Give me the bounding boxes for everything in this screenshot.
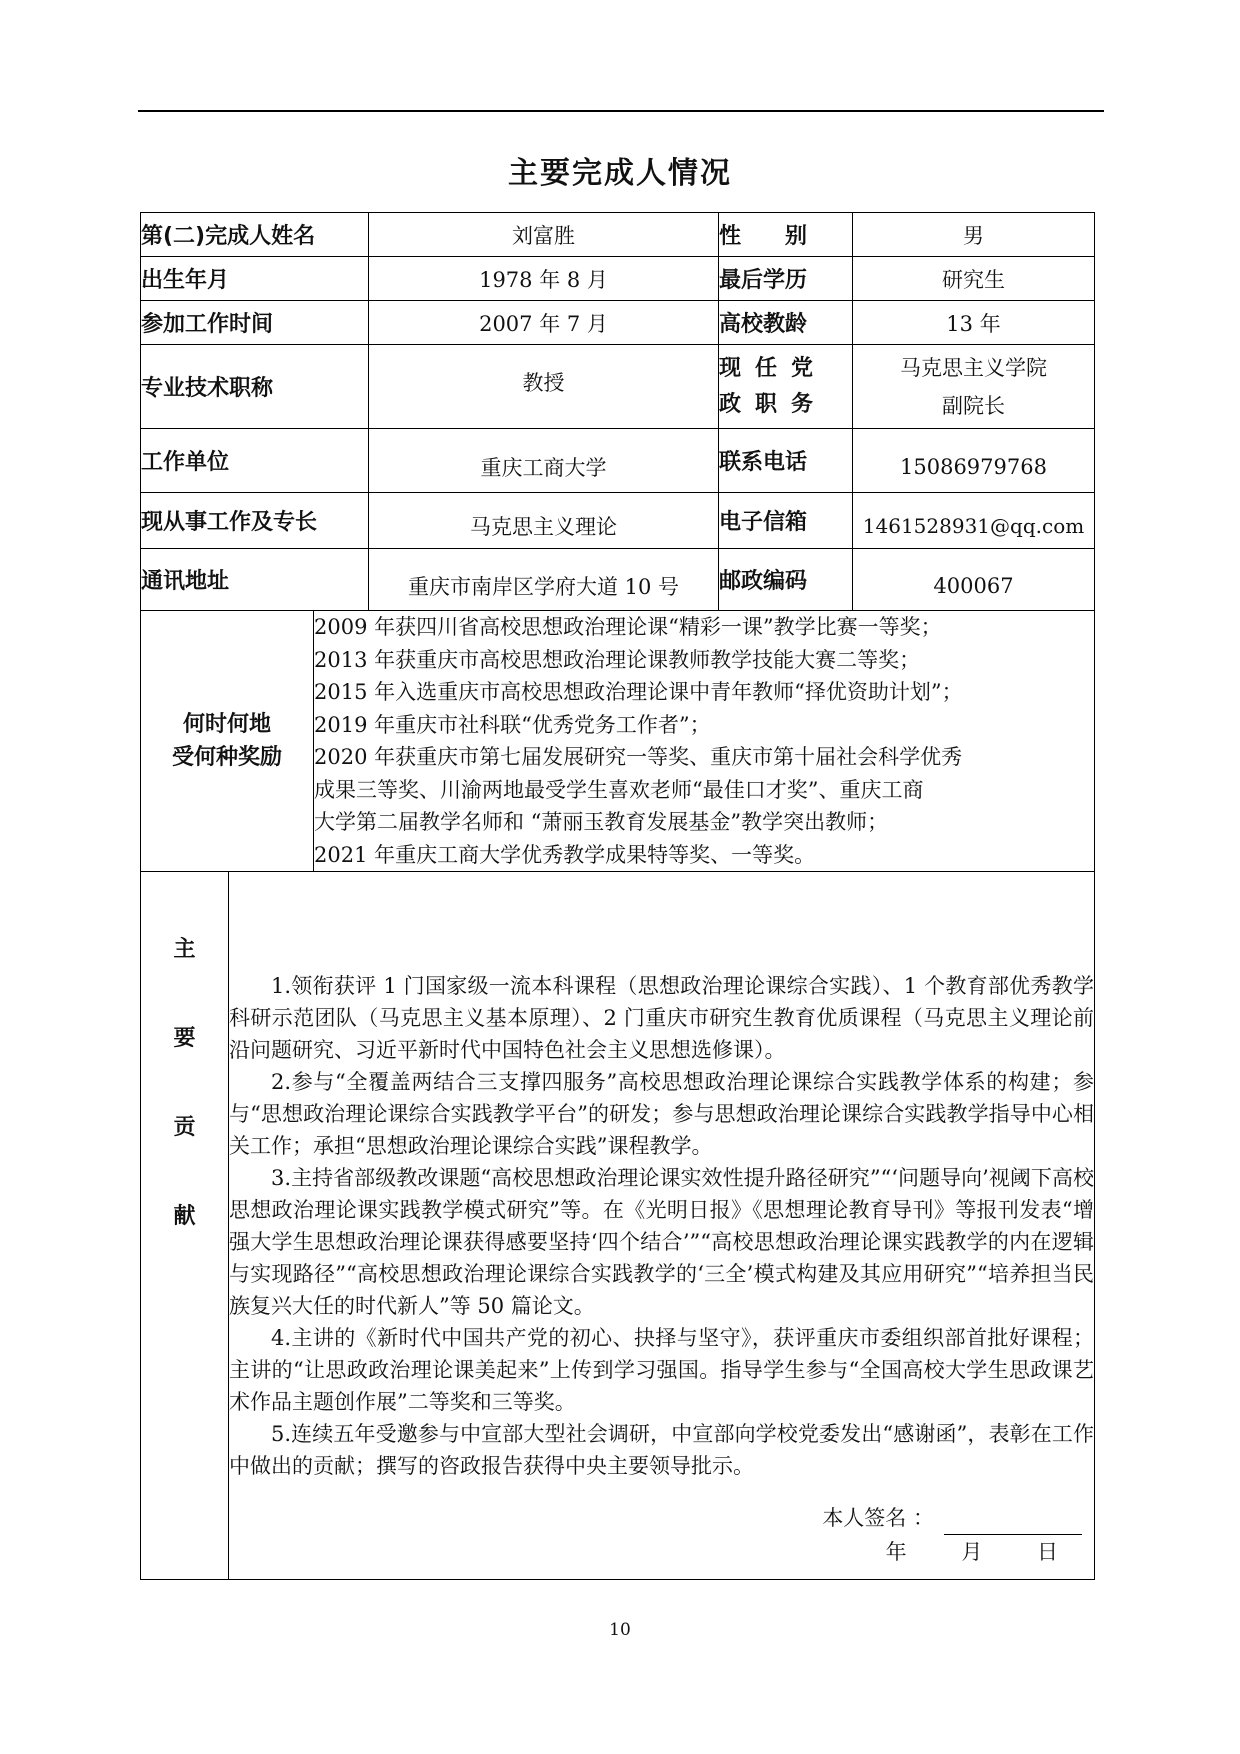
specialty-value: 马克思主义理论: [369, 493, 719, 549]
work-start-value: 2007 年 7 月: [369, 301, 719, 345]
name-label: 第(二)完成人姓名: [141, 213, 369, 257]
phone-value: 15086979768: [853, 429, 1095, 493]
title-label: 专业技术职称: [141, 345, 369, 429]
table-row: [141, 345, 1095, 429]
party-post-value-line2: 副院长: [942, 393, 1005, 418]
employer-label: 工作单位: [141, 429, 369, 493]
email-label: 电子信箱: [719, 493, 853, 549]
signature-label: 本人签名 ：: [822, 1506, 934, 1530]
email-value: 1461528931@qq.com: [853, 493, 1095, 549]
table-row: [141, 429, 1095, 493]
table-row: [141, 257, 1095, 301]
birth-value: 1978 年 8 月: [369, 257, 719, 301]
employer-value: 重庆工商大学: [369, 429, 719, 493]
award-line: 成果三等奖、川渝两地最受学生喜欢老师“最佳口才奖”、重庆工商: [314, 777, 924, 802]
teaching-years-label: 高校教龄: [719, 301, 853, 345]
contributions-label: [141, 872, 229, 1580]
phone-label: 联系电话: [719, 429, 853, 493]
specialty-label: 现从事工作及专长: [141, 493, 369, 549]
contributions-label-char: 主: [173, 937, 196, 962]
awards-label: [141, 611, 314, 872]
party-post-label-line2: 政职务: [719, 391, 828, 417]
education-value: 研究生: [853, 257, 1095, 301]
party-post-value: [853, 345, 1095, 429]
postcode-label: 邮政编码: [719, 549, 853, 611]
completer-info-table: [140, 212, 1095, 1580]
contribution-paragraph: 1.领衔获评 1 门国家级一流本科课程（思想政治理论课综合实践）、1 个教育部优秀教学科研示范团队（马克思主义基本原理）、2 门重庆市研究生教育优质课程（马克思主义理论前沿问题研究、习近平新时代中国特色社会主义思想选修课）。: [229, 973, 1094, 1062]
postcode-value: 400067: [853, 549, 1095, 611]
name-value: 刘富胜: [369, 213, 719, 257]
award-line: 大学第二届教学名师和 “萧丽玉教育发展基金”教学突出教师；: [314, 810, 889, 834]
signature-date: 年 月 日: [885, 1540, 1082, 1564]
signature-row: [822, 1501, 1082, 1535]
party-post-label-line1: 现任党: [719, 355, 828, 381]
award-line: 2015 年入选重庆市高校思想政治理论课中青年教师“择优资助计划”；: [314, 680, 963, 704]
awards-label-line1: 何时何地: [182, 712, 271, 737]
contribution-paragraph: 2.参与“全覆盖两结合三支撑四服务”高校思想政治理论课综合实践教学体系的构建；参与“思想政治理论课综合实践教学平台”的研发；参与思想政治理论课综合实践教学指导中心相关工作；承担“思想政治理论课综合实践”课程教学。: [229, 1069, 1094, 1158]
page-number: 10: [609, 1620, 631, 1640]
teaching-years-value: 13 年: [853, 301, 1095, 345]
page-title: 主要完成人情况: [508, 156, 732, 191]
contributions-label-char: 要: [173, 1026, 196, 1051]
contribution-paragraph: 4.主讲的《新时代中国共产党的初心、抉择与坚守》，获评重庆市委组织部首批好课程；主讲的“让思政政治理论课美起来”上传到学习强国。指导学生参与“全国高校大学生思政课艺术作品主题创作展”二等奖和三等奖。: [229, 1325, 1094, 1414]
awards-list: [314, 611, 1095, 872]
signature-field[interactable]: [944, 1512, 1082, 1535]
award-line: 2019 年重庆市社科联“优秀党务工作者”；: [314, 712, 711, 737]
header-rule: [138, 110, 1104, 112]
work-start-label: 参加工作时间: [141, 301, 369, 345]
party-post-label: [719, 345, 853, 429]
address-label: 通讯地址: [141, 549, 369, 611]
contributions-label-char: 献: [173, 1204, 196, 1229]
gender-value: 男: [853, 213, 1095, 257]
award-line: 2013 年获重庆市高校思想政治理论课教师教学技能大赛二等奖；: [314, 647, 921, 672]
award-line: 2020 年获重庆市第七届发展研究一等奖、重庆市第十届社会科学优秀: [314, 745, 963, 769]
table-row: [141, 301, 1095, 345]
awards-label-line2: 受何种奖励: [171, 745, 282, 770]
contributions-body: [229, 872, 1095, 1580]
award-line: 2021 年重庆工商大学优秀教学成果特等奖、一等奖。: [314, 842, 816, 867]
party-post-value-line1: 马克思主义学院: [900, 355, 1047, 380]
contribution-paragraph: 3.主持省部级教改课题“高校思想政治理论课实效性提升路径研究”“‘问题导向’视阈下高校思想政治理论课实践教学模式研究”等。在《光明日报》《思想理论教育导刊》等报刊发表“增强大学生思想政治理论课获得感要坚持‘四个结合’”“高校思想政治理论课实践教学的内在逻辑与实现路径”“高校思想政治理论课综合实践教学的‘三全’模式构建及其应用研究”“培养担当民族复兴大任的时代新人”等 50 篇论文。: [229, 1165, 1094, 1318]
contribution-paragraph: 5.连续五年受邀参与中宣部大型社会调研，中宣部向学校党委发出“感谢函”，表彰在工作中做出的贡献；撰写的咨政报告获得中央主要领导批示。: [229, 1421, 1094, 1478]
education-label: 最后学历: [719, 257, 853, 301]
table-row: [141, 493, 1095, 549]
table-row: [141, 611, 1095, 872]
gender-label: 性 别: [719, 213, 853, 257]
table-row: [141, 549, 1095, 611]
table-row: [141, 213, 1095, 257]
signature-block: [822, 1501, 1082, 1569]
table-row: [141, 872, 1095, 1580]
address-value: 重庆市南岸区学府大道 10 号: [369, 549, 719, 611]
award-line: 2009 年获四川省高校思想政治理论课“精彩一课”教学比赛一等奖；: [314, 615, 942, 639]
title-value: 教授: [369, 345, 719, 429]
contributions-label-char: 贡: [173, 1115, 196, 1140]
birth-label: 出生年月: [141, 257, 369, 301]
